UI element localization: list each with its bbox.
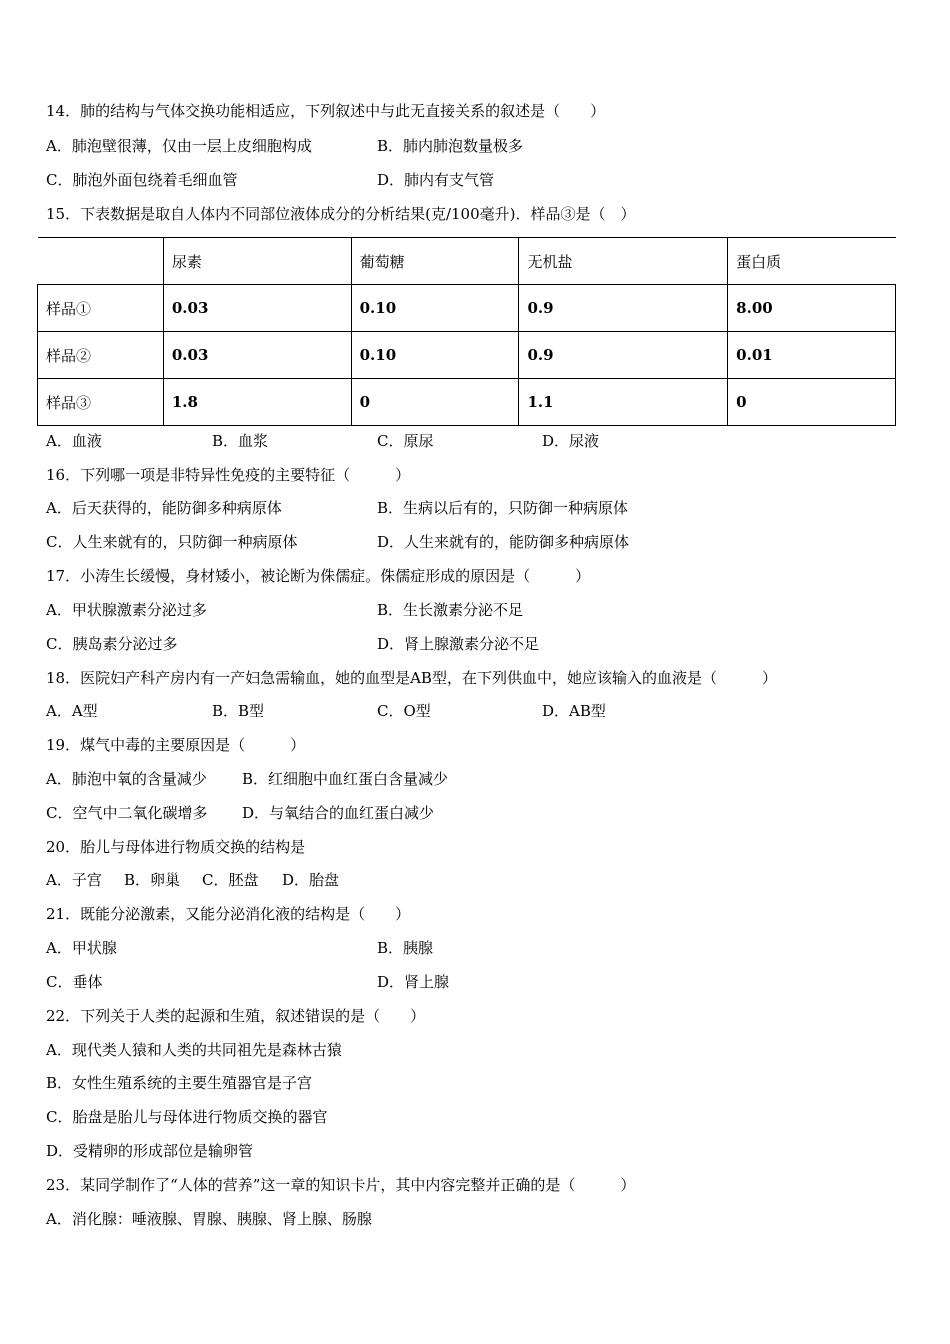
question-19-option-d[interactable]: D．与氧结合的血红蛋白减少 <box>242 804 435 822</box>
question-20-option-a[interactable]: A．子宫 <box>46 871 102 889</box>
question-15-option-c[interactable]: C．原尿 <box>377 432 434 450</box>
table-row-label: 样品① <box>38 285 164 332</box>
question-19-option-c[interactable]: C．空气中二氧化碳增多 <box>46 804 208 822</box>
question-22-option-b[interactable]: B．女性生殖系统的主要生殖器官是子宫 <box>46 1074 313 1092</box>
question-17-option-a[interactable]: A．甲状腺激素分泌过多 <box>46 601 207 619</box>
question-22-option-c[interactable]: C．胎盘是胎儿与母体进行物质交换的器官 <box>46 1108 328 1126</box>
question-20-option-d[interactable]: D．胎盘 <box>282 871 340 889</box>
question-14-option-b[interactable]: B．肺内肺泡数量极多 <box>377 137 524 155</box>
question-15-option-d[interactable]: D．尿液 <box>542 432 600 450</box>
table-cell: 0.9 <box>519 332 728 379</box>
table-cell: 0.9 <box>519 285 728 332</box>
question-14-option-c[interactable]: C．肺泡外面包绕着毛细血管 <box>46 171 238 189</box>
question-16-option-b[interactable]: B．生病以后有的，只防御一种病原体 <box>377 499 629 517</box>
question-20-option-c[interactable]: C．胚盘 <box>202 871 259 889</box>
table-header-row <box>38 238 896 285</box>
question-22-option-a[interactable]: A．现代类人猿和人类的共同祖先是森林古猿 <box>46 1041 342 1059</box>
question-20-stem: 20．胎儿与母体进行物质交换的结构是 <box>46 838 306 856</box>
table-row <box>38 332 896 379</box>
question-17-option-b[interactable]: B．生长激素分泌不足 <box>377 601 524 619</box>
question-18-stem: 18．医院妇产科产房内有一产妇急需输血，她的血型是AB型，在下列供血中，她应该输入的血液是（ ） <box>46 669 777 687</box>
question-21-option-a[interactable]: A．甲状腺 <box>46 939 117 957</box>
question-15-option-a[interactable]: A．血液 <box>46 432 102 450</box>
table-cell: 0.10 <box>351 332 519 379</box>
table-row-label: 样品② <box>38 332 164 379</box>
question-22-option-d[interactable]: D．受精卵的形成部位是输卵管 <box>46 1142 254 1160</box>
table-cell: 0 <box>351 379 519 426</box>
question-16-option-a[interactable]: A．后天获得的，能防御多种病原体 <box>46 499 282 517</box>
question-21-option-b[interactable]: B．胰腺 <box>377 939 434 957</box>
question-23-option-a[interactable]: A．消化腺：唾液腺、胃腺、胰腺、肾上腺、肠腺 <box>46 1210 372 1228</box>
table-row <box>38 285 896 332</box>
table-header-cell <box>38 238 164 285</box>
question-20-option-b[interactable]: B．卵巢 <box>124 871 181 889</box>
question-18-option-c[interactable]: C．O型 <box>377 702 431 720</box>
question-19-stem: 19．煤气中毒的主要原因是（ ） <box>46 736 306 754</box>
liquid-composition-table <box>37 237 896 426</box>
question-16-stem: 16．下列哪一项是非特异性免疫的主要特征（ ） <box>46 466 411 484</box>
question-17-option-d[interactable]: D．肾上腺激素分泌不足 <box>377 635 540 653</box>
question-14-option-d[interactable]: D．肺内有支气管 <box>377 171 495 189</box>
question-14-stem: 14．肺的结构与气体交换功能相适应，下列叙述中与此无直接关系的叙述是（ ） <box>46 102 606 120</box>
table-header-cell: 无机盐 <box>519 238 728 285</box>
question-18-option-a[interactable]: A．A型 <box>46 702 98 720</box>
table-cell: 1.1 <box>519 379 728 426</box>
table-cell: 0.10 <box>351 285 519 332</box>
table-cell: 0.03 <box>163 285 351 332</box>
table-cell: 8.00 <box>728 285 896 332</box>
question-21-stem: 21．既能分泌激素，又能分泌消化液的结构是（ ） <box>46 905 411 923</box>
table-header-cell: 葡萄糖 <box>351 238 519 285</box>
table-row-label: 样品③ <box>38 379 164 426</box>
table-cell: 0 <box>728 379 896 426</box>
question-16-option-c[interactable]: C．人生来就有的，只防御一种病原体 <box>46 533 298 551</box>
table-cell: 1.8 <box>163 379 351 426</box>
question-15-stem: 15．下表数据是取自人体内不同部位液体成分的分析结果(克/100毫升)．样品③是（ ） <box>46 205 636 223</box>
question-19-option-a[interactable]: A．肺泡中氧的含量减少 <box>46 770 207 788</box>
question-23-stem: 23．某同学制作了“人体的营养”这一章的知识卡片，其中内容完整并正确的是（ ） <box>46 1176 636 1194</box>
question-22-stem: 22．下列关于人类的起源和生殖，叙述错误的是（ ） <box>46 1007 426 1025</box>
question-14-option-a[interactable]: A．肺泡壁很薄，仅由一层上皮细胞构成 <box>46 137 312 155</box>
question-17-stem: 17．小涛生长缓慢，身材矮小，被论断为侏儒症。侏儒症形成的原因是（ ） <box>46 567 591 585</box>
question-16-option-d[interactable]: D．人生来就有的，能防御多种病原体 <box>377 533 630 551</box>
question-17-option-c[interactable]: C．胰岛素分泌过多 <box>46 635 178 653</box>
question-15-option-b[interactable]: B．血浆 <box>212 432 269 450</box>
question-18-option-d[interactable]: D．AB型 <box>542 702 606 720</box>
table-cell: 0.03 <box>163 332 351 379</box>
question-19-option-b[interactable]: B．红细胞中血红蛋白含量减少 <box>242 770 449 788</box>
table-row <box>38 379 896 426</box>
table-cell: 0.01 <box>728 332 896 379</box>
table-header-cell: 尿素 <box>163 238 351 285</box>
table-header-cell: 蛋白质 <box>728 238 896 285</box>
question-21-option-c[interactable]: C．垂体 <box>46 973 103 991</box>
question-21-option-d[interactable]: D．肾上腺 <box>377 973 450 991</box>
question-18-option-b[interactable]: B．B型 <box>212 702 265 720</box>
